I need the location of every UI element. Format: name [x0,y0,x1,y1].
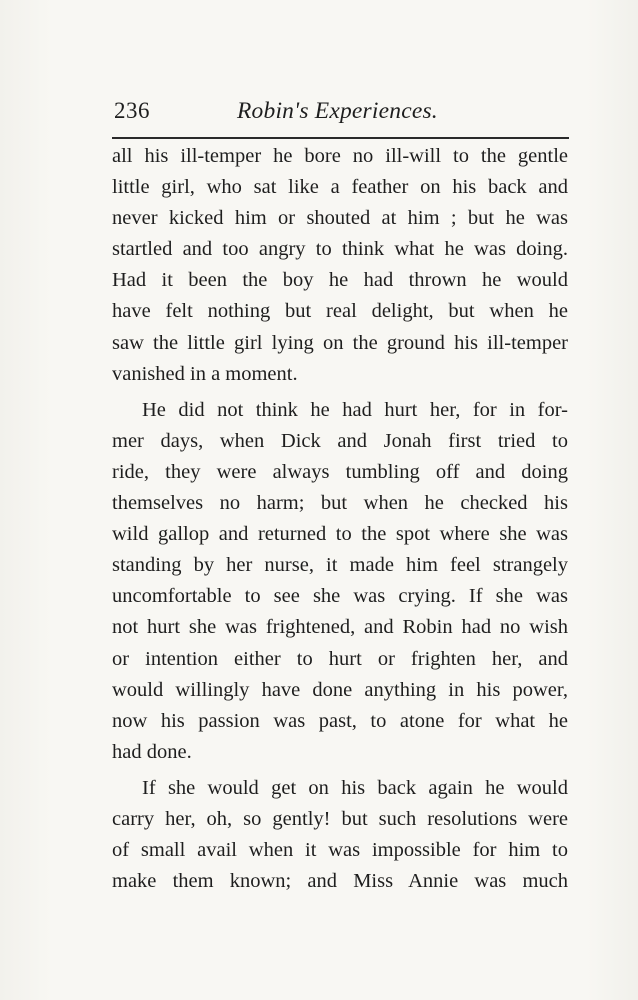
text-line: little girl, who sat like a feather on his back and [112,176,568,199]
text-line: never kicked him or shouted at him ; but he was [112,207,568,230]
paragraph [112,773,568,897]
text-line: Had it been the boy he had thrown he would [112,269,568,292]
text-line: wild gallop and returned to the spot where she was [112,523,568,546]
text-line: saw the little girl lying on the ground his ill-temper [112,331,568,354]
text-line: carry her, oh, so gently! but such resolutions were [112,807,568,830]
text-line: ride, they were always tumbling off and doing [112,460,568,483]
text-line: startled and too angry to think what he was doing. [112,238,568,261]
header-rule [112,137,569,139]
page-header [114,98,568,132]
text-line: of small avail when it was impossible for him to [112,839,568,862]
text-line: have felt nothing but real delight, but when he [112,300,568,323]
text-line: make them known; and Miss Annie was much [112,870,568,893]
page-number: 236 [114,98,150,123]
text-line: If she would get on his back again he would [142,776,568,799]
text-line: uncomfortable to see she was crying. If she was [112,585,568,608]
paragraph [112,141,568,390]
text-line: would willingly have done anything in his power, [112,678,568,701]
text-line: He did not think he had hurt her, for in for- [142,398,568,421]
text-line: had done. [112,740,192,763]
text-line: mer days, when Dick and Jonah first tried to [112,429,568,452]
text-line: not hurt she was frightened, and Robin had no wish [112,616,568,639]
text-line: standing by her nurse, it made him feel strangely [112,554,568,577]
text-line: or intention either to hurt or frighten her, and [112,647,568,670]
text-line: themselves no harm; but when he checked his [112,492,568,515]
text-line: vanished in a moment. [112,362,298,385]
running-title: Robin's Experiences. [237,98,438,124]
body-text [112,141,568,897]
text-line: all his ill-temper he bore no ill-will to the gentle [112,145,568,167]
paragraph [112,395,568,768]
text-line: now his passion was past, to atone for what he [112,709,568,732]
